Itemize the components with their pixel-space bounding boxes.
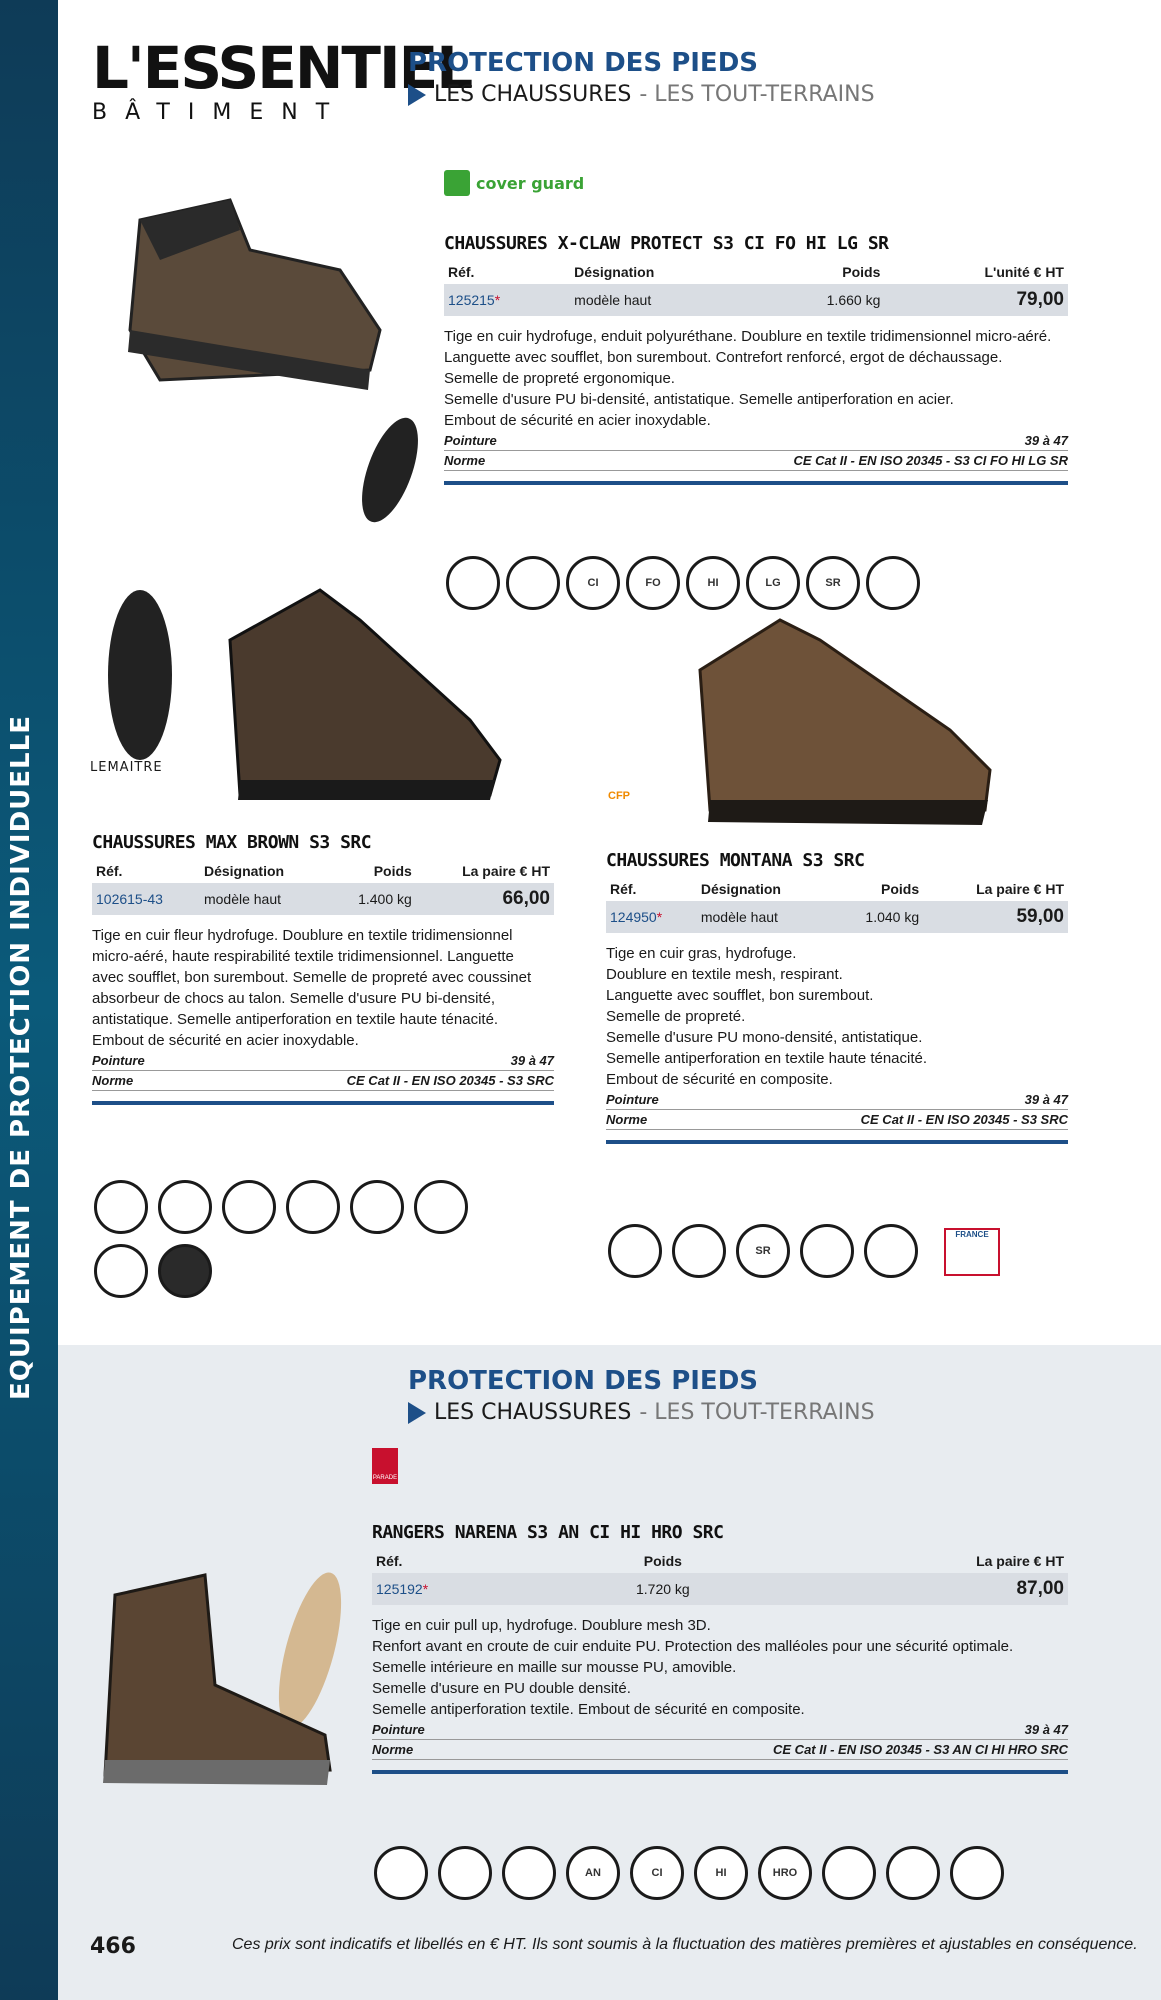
product-montana [606,850,1068,1144]
sidebar [0,0,58,2000]
product-description: Tige en cuir hydrofuge, enduit polyuréthane. Doublure en textile tridimensionnel micro-aéré. Languette avec soufflet, bon surembout. Contrefort renforcé, ergot de déchaussage. Semelle de propreté ergonomique. Semelle d'usure PU bi-densité, antistatique. Semelle antiperforation en acier. Embout de sécurité en acier inoxydable. [444,328,1052,429]
shoe-norm-icon [800,1224,854,1278]
lg-icon: LG [746,556,800,610]
product-spec-table [444,260,1068,316]
product-title: CHAUSSURES MAX BROWN S3 SRC [92,832,372,853]
leather-icon [866,556,920,610]
col-price: L'unité € HT [984,264,1064,280]
col-ref: Réf. [448,264,475,280]
ci-icon: CI [630,1846,684,1900]
norm-icons-xclaw [446,556,1006,610]
brand-parade: PARADE [372,1448,398,1484]
product-title: CHAUSSURES MONTANA S3 SRC [606,850,865,871]
product-maxbrown [92,832,554,1105]
price-value: 79,00 [884,284,1068,316]
col-ref: Réf. [610,881,637,897]
price-value: 87,00 [761,1573,1068,1605]
shoe-norm-icon [374,1846,428,1900]
ref-value: 125215* [444,284,570,316]
leather-icon [438,1846,492,1900]
made-in-france-badge: FRANCE [944,1228,1000,1276]
waterproof-icon [822,1846,876,1900]
section-title: PROTECTION DES PIEDS [408,48,758,78]
product-description: Tige en cuir gras, hydrofuge. Doublure en textile mesh, respirant. Languette avec soufflet, bon surembout. Semelle de propreté. Semelle d'usure PU mono-densité, antistatique. Semelle antiperforation en textile haute ténacité. Embout de sécurité en composite. [606,945,928,1088]
price-value: 66,00 [416,883,554,915]
leather-icon [94,1244,148,1298]
col-designation: Désignation [574,264,655,280]
hro-icon: HRO [758,1846,812,1900]
product-title: RANGERS NARENA S3 AN CI HI HRO SRC [372,1522,724,1543]
section-subtitle [408,1400,875,1425]
logo-sub: BÂTIMENT [92,100,348,125]
coverguard-logo-icon [444,170,470,196]
shoe-norm-icon [350,1180,404,1234]
fo-icon: FO [626,556,680,610]
poids-value: 1.720 kg [564,1573,761,1605]
antiperforation-icon [886,1846,940,1900]
designation-value: modèle haut [570,284,755,316]
ref-value: 125192* [372,1573,564,1605]
shoe-norm-icon [158,1180,212,1234]
shoe-maxbrown-image [90,580,520,820]
brand-coverguard [444,170,584,196]
product-xclaw [444,233,1068,485]
designation-value: modèle haut [200,883,327,915]
shoe-norm-icon [672,1224,726,1278]
section-subtitle [408,82,875,107]
shoe-norm-icon [502,1846,556,1900]
brand-lemaitre: LEMAITRE [90,760,163,775]
hi-icon: HI [694,1846,748,1900]
col-poids: Poids [643,1553,682,1569]
section-header-bottom [408,1366,875,1425]
waterproof-icon [222,1180,276,1234]
col-price: La paire € HT [462,863,550,879]
col-price: La paire € HT [976,881,1064,897]
designation-value: modèle haut [697,901,830,933]
ref-value: 102615-43 [92,883,200,915]
coverguard-logo-text: cover guard [476,173,585,193]
table-row [606,901,1068,933]
col-ref: Réf. [376,1553,403,1569]
col-designation: Désignation [203,863,285,879]
ci-icon: CI [566,556,620,610]
pointure-row: Pointure 39 à 47 [92,1051,554,1071]
sr-icon: SR [806,556,860,610]
product-spec-table [606,877,1068,933]
divider [372,1770,1068,1774]
price-value: 59,00 [923,901,1068,933]
col-poids: Poids [842,264,881,280]
shoe-norm-icon [608,1224,662,1278]
divider [606,1140,1068,1144]
shoe-montana-image [670,610,1010,840]
sidebar-category-label: EQUIPEMENT DE PROTECTION INDIVIDUELLE [6,715,36,1400]
norme-row: Norme CE Cat II - EN ISO 20345 - S3 SRC [92,1071,554,1091]
divider [92,1101,554,1105]
section-sub-main: LES CHAUSSURES [434,82,632,107]
section-sub-grey: - LES TOUT-TERRAINS [639,82,875,107]
sr-icon: SR [736,1224,790,1278]
poids-value: 1.040 kg [830,901,923,933]
norme-row: Norme CE Cat II - EN ISO 20345 - S3 AN CI HI HRO SRC [372,1740,1068,1760]
col-poids: Poids [881,881,920,897]
norme-row: Norme CE Cat II - EN ISO 20345 - S3 SRC [606,1110,1068,1130]
triangle-icon [408,84,426,106]
shoe-norm-icon [950,1846,1004,1900]
unisex-icon [158,1244,212,1298]
table-row [444,284,1068,316]
table-row [372,1573,1068,1605]
antiperforation-icon [414,1180,468,1234]
pointure-row: Pointure 39 à 47 [372,1720,1068,1740]
footer-note: Ces prix sont indicatifs et libellés en € HT. Ils sont soumis à la fluctuation des matières premières et ajustables en conséquence. [232,1936,1138,1953]
product-description: Tige en cuir fleur hydrofuge. Doublure en textile tridimensionnel micro-aéré, haute respirabilité textile tridimensionnel. Languette avec soufflet, bon surembout. Semelle de propreté avec coussinet absorbeur de chocs au talon. Semelle d'usure PU bi-densité, antistatique. Semelle antiperforation en textile haute ténacité. Embout de sécurité en acier inoxydable. [92,927,532,1049]
shoe-narena-image [95,1555,345,1805]
product-narena [372,1522,1068,1774]
antistatic-icon [286,1180,340,1234]
poids-value: 1.660 kg [755,284,884,316]
shoe-norm-icon [94,1180,148,1234]
section-header-top [408,48,875,107]
logo-main: L'ESSENTIEL [92,34,472,102]
product-title: CHAUSSURES X-CLAW PROTECT S3 CI FO HI LG SR [444,233,889,254]
product-spec-table [372,1549,1068,1605]
page-number: 466 [90,1934,136,1959]
triangle-icon [408,1402,426,1424]
col-price: La paire € HT [976,1553,1064,1569]
pointure-row: Pointure 39 à 47 [606,1090,1068,1110]
brand-cfp: CFP [608,790,630,802]
col-designation: Désignation [700,881,781,897]
col-poids: Poids [373,863,412,879]
section-title: PROTECTION DES PIEDS [408,1366,758,1396]
section-sub-grey: - LES TOUT-TERRAINS [639,1400,875,1425]
norm-icons-maxbrown [94,1180,494,1298]
hi-icon: HI [686,556,740,610]
divider [444,481,1068,485]
antiperforation-icon [864,1224,918,1278]
col-ref: Réf. [96,863,123,879]
norm-icons-narena [374,1846,1074,1900]
poids-value: 1.400 kg [327,883,416,915]
shoe-xclaw-image [100,180,430,540]
norme-row: Norme CE Cat II - EN ISO 20345 - S3 CI FO HI LG SR [444,451,1068,471]
product-description: Tige en cuir pull up, hydrofuge. Doublure mesh 3D. Renfort avant en croute de cuir enduite PU. Protection des malléoles pour une sécurité optimale. Semelle intérieure en maille sur mousse PU, amovible. Semelle d'usure en PU double densité. Semelle antiperforation textile. Embout de sécurité en composite. [372,1617,1014,1718]
section-sub-main: LES CHAUSSURES [434,1400,632,1425]
an-icon: AN [566,1846,620,1900]
table-row [92,883,554,915]
pointure-row: Pointure 39 à 47 [444,431,1068,451]
product-spec-table [92,859,554,915]
ref-value: 124950* [606,901,697,933]
